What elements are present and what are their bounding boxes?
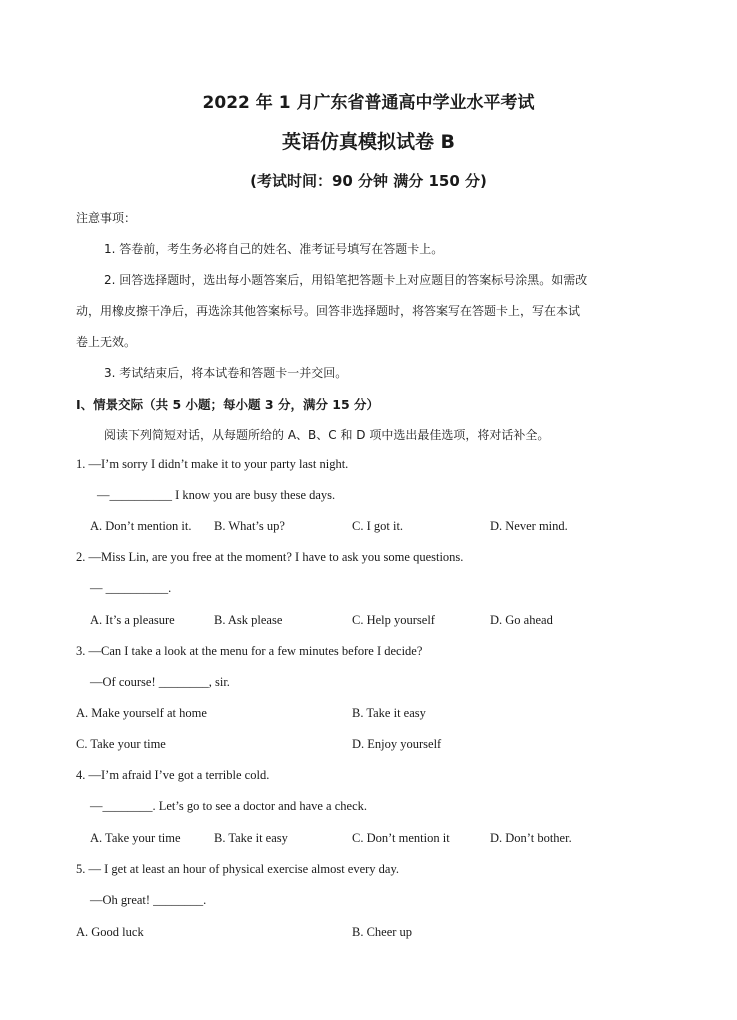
question-3-option-c[interactable]: C. Take your time [76,737,166,751]
question-1-response: —__________ I know you are busy these days. [97,488,336,502]
question-1-option-a[interactable]: A. Don’t mention it. [90,519,192,533]
question-1-option-b[interactable]: B. What’s up? [214,519,285,533]
question-4-option-b[interactable]: B. Take it easy [214,831,288,845]
notes-item-2-line-2: 动，用橡皮擦干净后，再选涂其他答案标号。回答非选择题时，将答案写在答题卡上，写在本试 [76,304,581,318]
question-1-option-d[interactable]: D. Never mind. [490,519,568,533]
question-2-response: — __________. [90,581,172,595]
question-2-option-d[interactable]: D. Go ahead [490,613,553,627]
exam-subtitle: 英语仿真模拟试卷 B [281,131,456,153]
question-1-prompt: 1. —I’m sorry I didn’t make it to your party last night. [76,457,349,471]
question-2-option-a[interactable]: A. It’s a pleasure [90,613,175,627]
section-1-instruction: 阅读下列简短对话，从每题所给的 A、B、C 和 D 项中选出最佳选项，将对话补全。 [104,428,550,442]
question-3-option-a[interactable]: A. Make yourself at home [76,706,207,720]
question-2-prompt: 2. —Miss Lin, are you free at the moment? I have to ask you some questions. [76,550,464,564]
section-1-heading: I、情景交际（共 5 小题；每小题 3 分，满分 15 分） [76,397,380,412]
notes-item-2-line-3: 卷上无效。 [76,335,137,349]
question-5-option-b[interactable]: B. Cheer up [352,925,413,939]
exam-title: 2022 年 1 月广东省普通高中学业水平考试 [202,93,535,113]
question-5-response: —Oh great! ________. [90,893,207,907]
notes-item-1: 1. 答卷前，考生务必将自己的姓名、准考证号填写在答题卡上。 [104,242,444,256]
question-5-option-a[interactable]: A. Good luck [76,925,144,939]
question-4-prompt: 4. —I’m afraid I’ve got a terrible cold. [76,768,270,782]
notes-heading: 注意事项： [76,211,137,225]
notes-item-3: 3. 考试结束后，将本试卷和答题卡一并交回。 [104,366,348,380]
exam-duration-score: (考试时间：90 分钟 满分 150 分) [250,172,487,190]
question-2-option-b[interactable]: B. Ask please [214,613,283,627]
question-1-option-c[interactable]: C. I got it. [352,519,404,533]
question-4-option-c[interactable]: C. Don’t mention it [352,831,450,845]
question-4-response: —________. Let’s go to see a doctor and have a check. [90,799,367,813]
notes-item-2-line-1: 2. 回答选择题时，选出每小题答案后，用铅笔把答题卡上对应题目的答案标号涂黑。如需改 [104,273,588,287]
question-3-option-b[interactable]: B. Take it easy [352,706,426,720]
question-3-response: —Of course! ________, sir. [90,675,230,689]
question-4-option-a[interactable]: A. Take your time [90,831,181,845]
question-5-prompt: 5. — I get at least an hour of physical exercise almost every day. [76,862,400,876]
question-3-prompt: 3. —Can I take a look at the menu for a few minutes before I decide? [76,644,423,658]
question-3-option-d[interactable]: D. Enjoy yourself [352,737,442,751]
question-2-option-c[interactable]: C. Help yourself [352,613,435,627]
question-4-option-d[interactable]: D. Don’t bother. [490,831,572,845]
